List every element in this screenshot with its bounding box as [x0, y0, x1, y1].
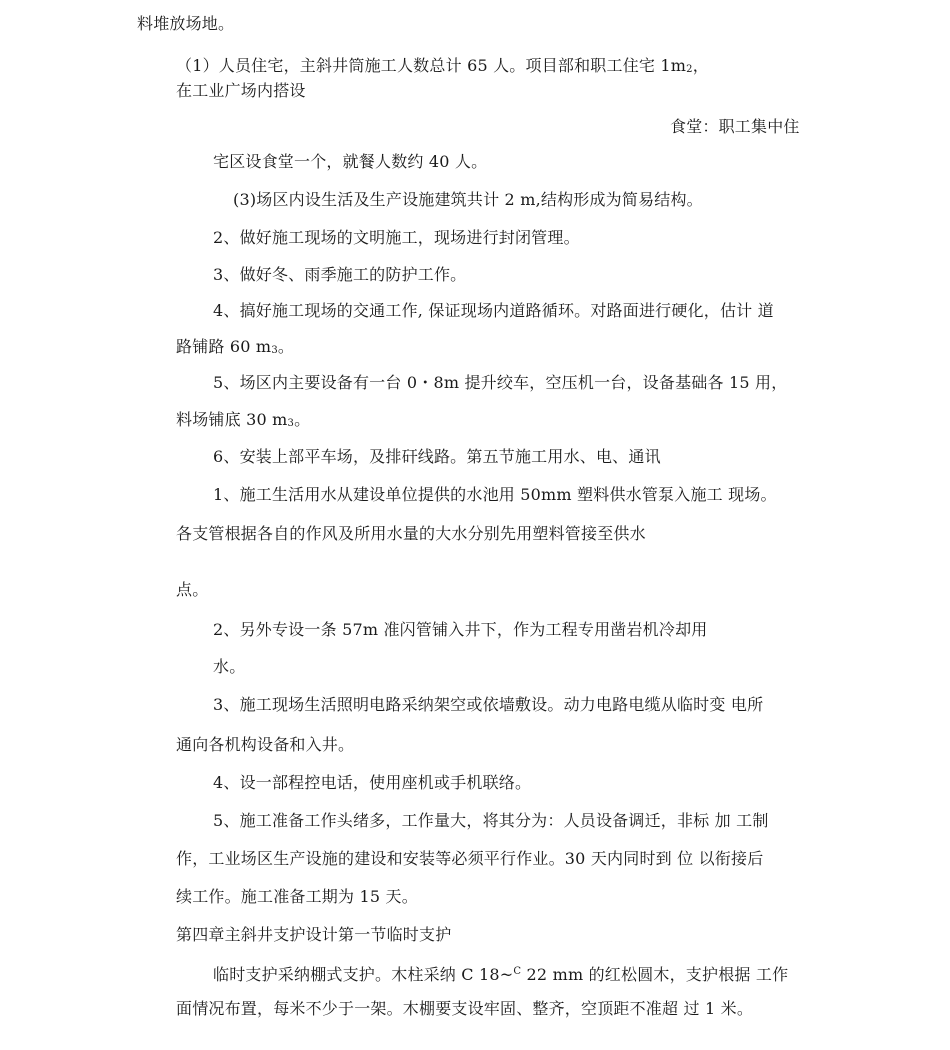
text-line: 各支管根据各自的作风及所用水量的大水分别先用塑料管接至供水 [176, 524, 646, 543]
text-line [176, 56, 709, 80]
text-line: 作，工业场区生产设施的建设和安装等必须平行作业。30 天内同时到 位 以衔接后 [176, 849, 764, 868]
text-line: 食堂：职工集中住 [670, 117, 800, 136]
text-span: 。 [294, 410, 311, 429]
text-span: 22 mm 的红松圆木，支护根据 工作 [521, 965, 789, 984]
text-line: 3、施工现场生活照明电路采纳架空或依墙敷设。动力电路电缆从临时变 电所 [213, 695, 764, 714]
text-line: 6、安装上部平车场，及排矸线路。第五节施工用水、电、通讯 [213, 447, 661, 466]
chapter-heading: 第四章主斜井支护设计第一节临时支护 [176, 925, 452, 944]
text-span: 料场铺底 30 m [176, 410, 288, 429]
text-line [176, 410, 310, 434]
text-span: ， [692, 56, 709, 75]
text-line: 2、做好施工现场的文明施工，现场进行封闭管理。 [213, 228, 580, 247]
text-line: 宅区设食堂一个，就餐人数约 40 人。 [213, 152, 488, 171]
text-line [213, 962, 788, 985]
text-line: 水。 [213, 657, 246, 676]
text-line: 4、设一部程控电话，使用座机或手机联络。 [213, 773, 532, 792]
text-line: 1、施工生活用水从建设单位提供的水池用 50mm 塑料供水管泵入施工 现场。 [213, 485, 777, 504]
subscript: 3 [271, 345, 278, 356]
text-line [176, 337, 294, 361]
text-line: 在工业广场内搭设 [176, 81, 306, 100]
text-line: (3)场区内设生活及生产设施建筑共计 2 m,结构形成为简易结构。 [233, 190, 703, 209]
text-line: 3、做好冬、雨季施工的防护工作。 [213, 265, 467, 284]
text-span: 临时支护采纳棚式支护。木柱采纳 C 18~ [213, 965, 514, 984]
text-line: 料堆放场地。 [137, 14, 235, 33]
text-span: 。 [277, 337, 295, 356]
text-span: （1）人员住宅，主斜井筒施工人数总计 65 人。项目部和职工住宅 1m [176, 56, 687, 75]
text-line: 2、另外专设一条 57m 准闪管铺入井下，作为工程专用凿岩机冷却用 [213, 620, 708, 639]
text-line: 5、场区内主要设备有一台 0・8m 提升绞车，空压机一台，设备基础各 15 用， [213, 373, 788, 392]
subscript: 3 [287, 418, 295, 429]
text-line: 通向各机构设备和入井。 [176, 735, 355, 754]
text-line: 面情况布置，每米不少于一架。木棚要支设牢固、整齐，空顶距不准超 过 1 米。 [176, 999, 754, 1018]
text-line: 点。 [176, 580, 209, 599]
superscript: C [513, 966, 522, 977]
subscript: 2 [686, 64, 693, 75]
text-line: 5、施工准备工作头绪多，工作量大，将其分为：人员设备调迁，非标 加 工制 [213, 811, 769, 830]
text-span: 路铺路 60 m [176, 337, 272, 356]
text-line: 4、搞好施工现场的交通工作, 保证现场内道路循环。对路面进行硬化，估计 道 [213, 301, 774, 320]
text-line: 续工作。施工准备工期为 15 天。 [176, 887, 418, 906]
